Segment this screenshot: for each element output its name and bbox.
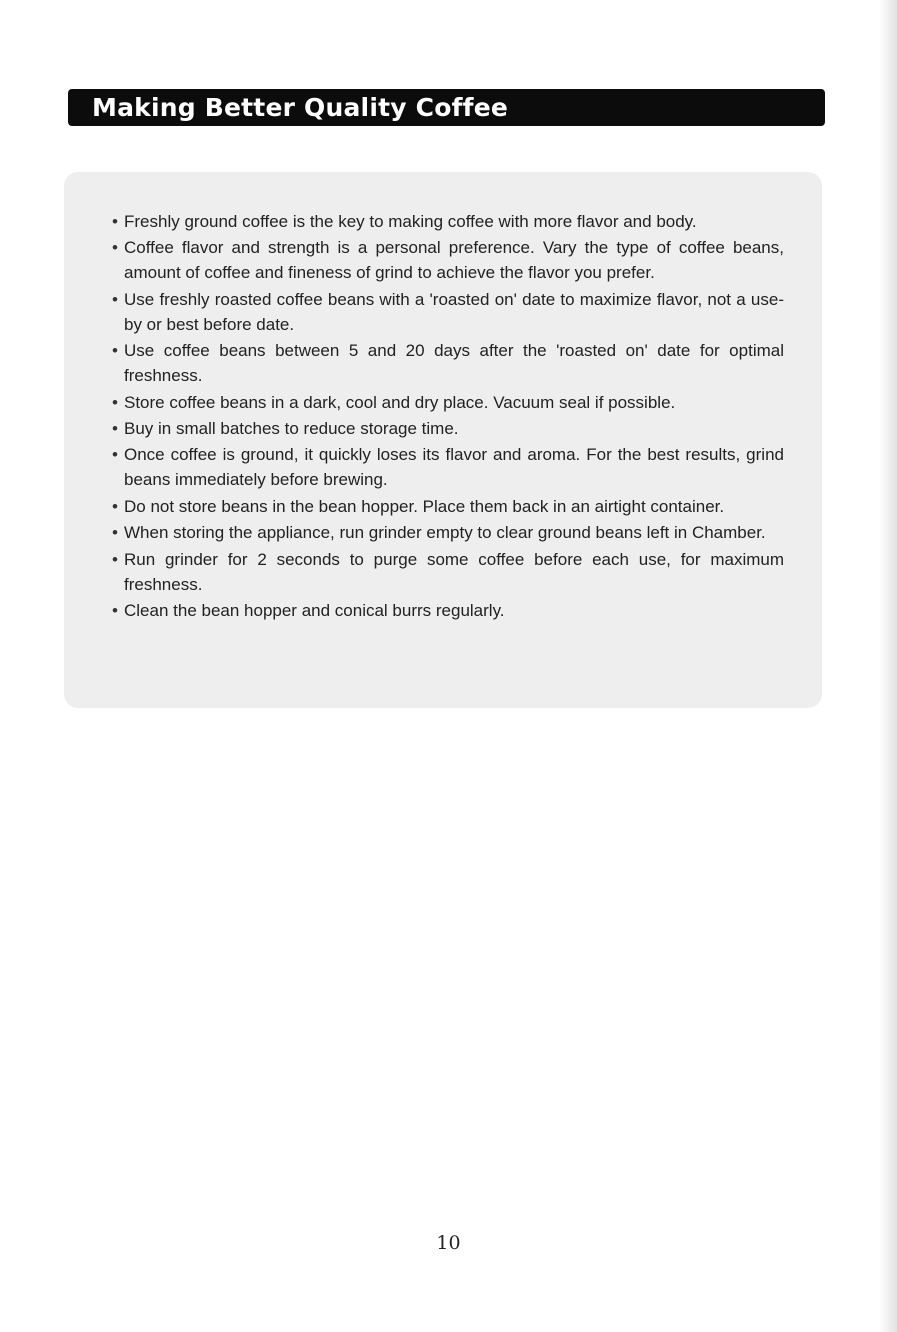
tip-text: Clean the bean hopper and conical burrs regularly. bbox=[124, 600, 505, 620]
tips-list bbox=[112, 209, 784, 624]
tip-text: When storing the appliance, run grinder empty to clear ground beans left in Chamber. bbox=[124, 523, 766, 543]
bullet: • bbox=[112, 445, 118, 465]
bullet: • bbox=[112, 341, 118, 361]
tip-item bbox=[112, 390, 784, 415]
tip-text: Run grinder for 2 seconds to purge some coffee before each use, for maximum freshness. bbox=[124, 549, 784, 594]
tip-text: Freshly ground coffee is the key to making coffee with more flavor and body. bbox=[124, 212, 697, 231]
page-number: 10 bbox=[436, 1232, 461, 1254]
section-header bbox=[68, 89, 825, 126]
tip-item bbox=[112, 235, 784, 285]
bullet: • bbox=[112, 600, 118, 620]
tip-text: Store coffee beans in a dark, cool and dry place. Vacuum seal if possible. bbox=[124, 392, 676, 412]
tip-text: Use freshly roasted coffee beans with a 'roasted on' date to maximize flavor, not a use-by or best before date. bbox=[124, 289, 784, 334]
tip-item bbox=[112, 416, 784, 441]
tip-item bbox=[112, 209, 784, 234]
tip-text: Once coffee is ground, it quickly loses its flavor and aroma. For the best results, grind beans immediately before brewing. bbox=[124, 445, 784, 490]
tip-item bbox=[112, 520, 784, 545]
bullet: • bbox=[112, 418, 118, 438]
page-edge bbox=[879, 0, 897, 1332]
tip-item bbox=[112, 287, 784, 337]
section-title: Making Better Quality Coffee bbox=[92, 93, 509, 122]
bullet: • bbox=[112, 392, 118, 412]
tip-text: Use coffee beans between 5 and 20 days after the 'roasted on' date for optimal freshness. bbox=[124, 341, 784, 386]
bullet: • bbox=[112, 549, 118, 569]
tip-item bbox=[112, 598, 784, 623]
tips-panel bbox=[64, 172, 822, 708]
tip-text: Coffee flavor and strength is a personal preference. Vary the type of coffee beans, amount of coffee and fineness of grind to achieve the flavor you prefer. bbox=[124, 238, 784, 283]
tip-text: Buy in small batches to reduce storage time. bbox=[124, 418, 459, 438]
bullet: • bbox=[112, 289, 118, 309]
tip-item bbox=[112, 547, 784, 597]
bullet: • bbox=[112, 496, 118, 516]
tip-item bbox=[112, 338, 784, 388]
bullet: • bbox=[112, 523, 118, 543]
tip-item bbox=[112, 494, 784, 519]
bullet: • bbox=[112, 212, 118, 231]
tip-item bbox=[112, 442, 784, 492]
tip-text: Do not store beans in the bean hopper. Place them back in an airtight container. bbox=[124, 496, 725, 516]
bullet: • bbox=[112, 238, 118, 258]
